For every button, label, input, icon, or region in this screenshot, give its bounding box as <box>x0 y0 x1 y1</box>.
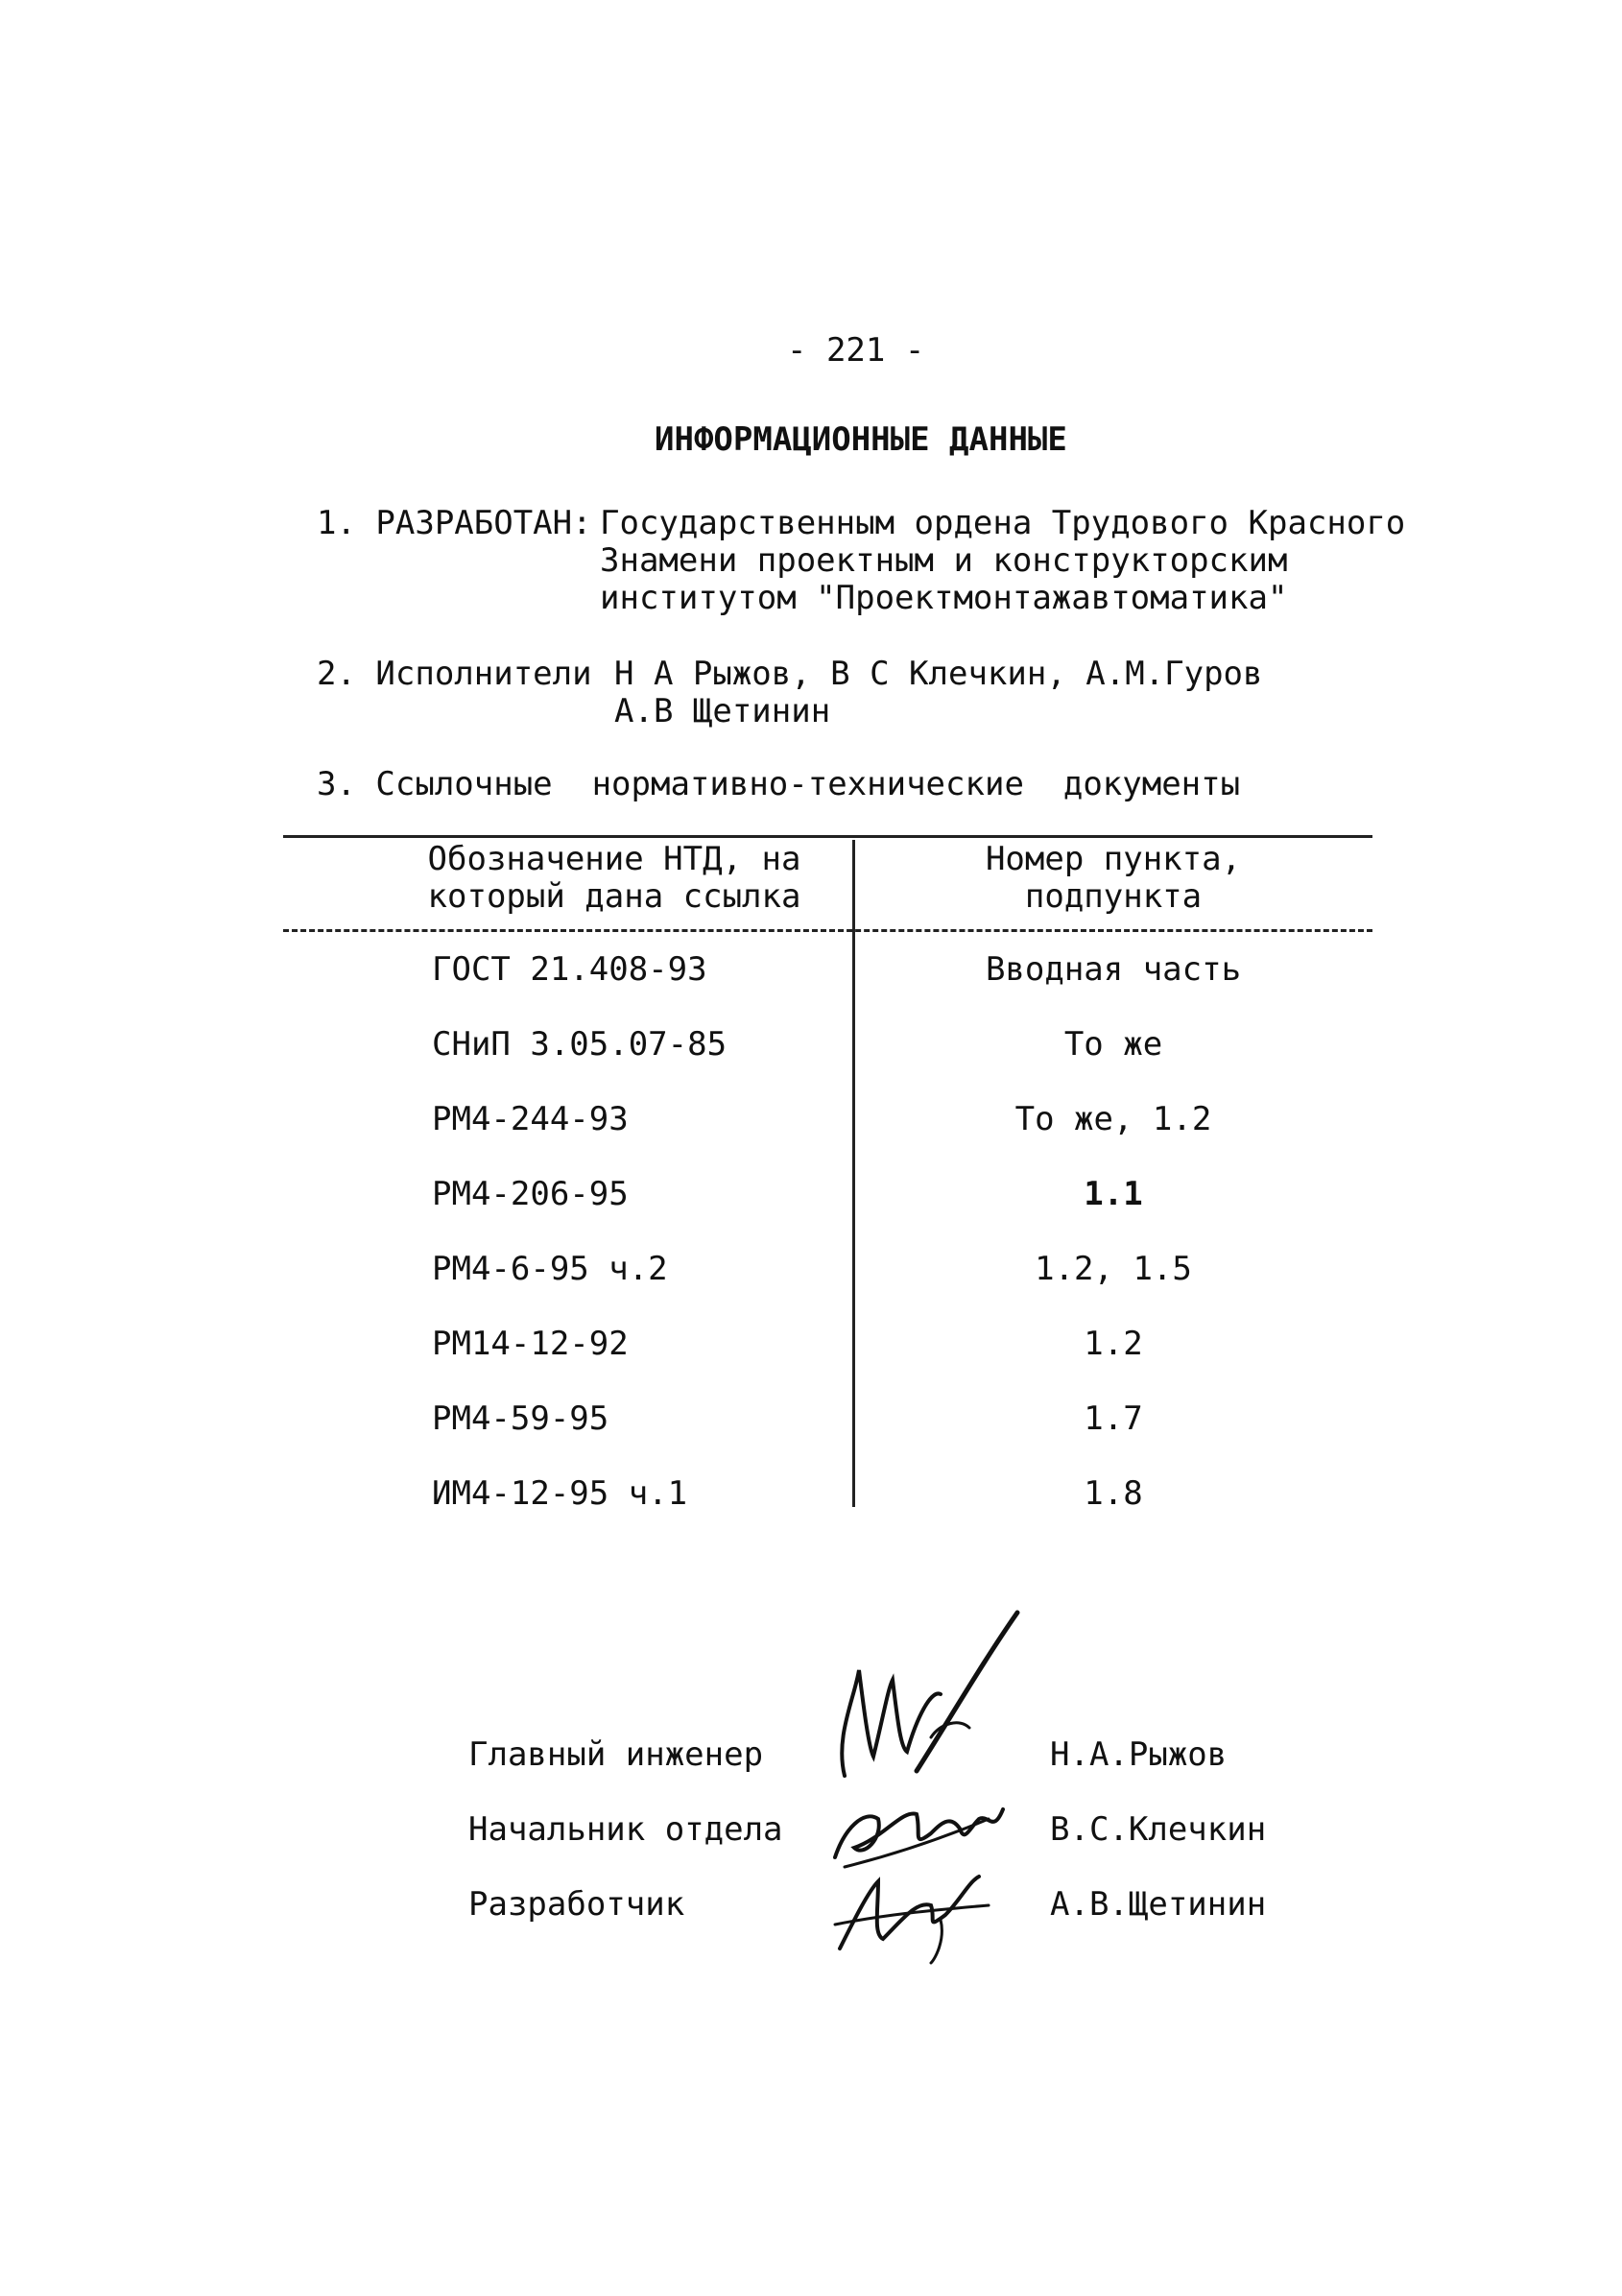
table-row-doc: РМ4-244-93 <box>432 1100 629 1138</box>
section-2-line-2: А.В Щетинин <box>614 692 831 730</box>
table-row-item: То же <box>1063 1025 1163 1064</box>
section-1-line-2: Знамени проектным и конструкторским <box>600 541 1288 580</box>
table-row-doc: РМ4-59-95 <box>432 1399 609 1438</box>
section-3-label: 3. Ссылочные нормативно-технические документы <box>317 765 1241 803</box>
table-header-rule <box>283 929 1372 932</box>
table-row-item: 1.2, 1.5 <box>1035 1250 1192 1288</box>
table-row-item: 1.7 <box>1084 1399 1143 1438</box>
header-left-line-1: Обозначение НТД, на <box>427 840 801 878</box>
table-row-doc: РМ14-12-92 <box>432 1325 629 1363</box>
table-row-item: 1.2 <box>1084 1325 1143 1363</box>
table-column-separator <box>852 840 855 1507</box>
table-row-doc: ГОСТ 21.408-93 <box>432 950 707 989</box>
header-right-line-2: подпункта <box>1024 877 1203 916</box>
handwritten-signature-chief-engineer <box>816 1603 1056 1795</box>
document-title: ИНФОРМАЦИОННЫЕ ДАННЫЕ <box>655 420 1067 459</box>
signature-role: Разработчик <box>468 1885 685 1924</box>
header-left-line-2: который дана ссылка <box>427 877 801 916</box>
handwritten-signature-developer <box>825 1862 1017 1968</box>
table-row-item: То же, 1.2 <box>1014 1100 1212 1138</box>
header-right-line-1: Номер пункта, <box>985 840 1242 878</box>
table-row-doc: СНиП 3.05.07-85 <box>432 1025 728 1064</box>
table-row-item: Вводная часть <box>985 950 1242 989</box>
section-1-label: 1. РАЗРАБОТАН: <box>317 504 592 542</box>
signature-name: А.В.Щетинин <box>1050 1885 1267 1924</box>
table-row-doc: РМ4-206-95 <box>432 1175 629 1213</box>
table-row-doc: РМ4-6-95 ч.2 <box>432 1250 668 1288</box>
section-2-line-1: Н А Рыжов, В С Клечкин, А.М.Гуров <box>614 655 1263 693</box>
signature-role: Главный инженер <box>468 1735 764 1774</box>
section-1-line-3: институтом "Проектмонтажавтоматика" <box>600 579 1288 617</box>
section-2-label: 2. Исполнители <box>317 655 592 693</box>
table-top-rule <box>283 835 1372 838</box>
table-row-item: 1.1 <box>1084 1175 1143 1213</box>
section-1-line-1: Государственным ордена Трудового Красного <box>600 504 1406 542</box>
signature-name: В.С.Клечкин <box>1050 1810 1267 1849</box>
table-row-doc: ИМ4-12-95 ч.1 <box>432 1474 688 1513</box>
signature-role: Начальник отдела <box>468 1810 783 1849</box>
signature-name: Н.А.Рыжов <box>1050 1735 1228 1774</box>
table-row-item: 1.8 <box>1084 1474 1143 1513</box>
page-number: - 221 - <box>787 331 925 370</box>
